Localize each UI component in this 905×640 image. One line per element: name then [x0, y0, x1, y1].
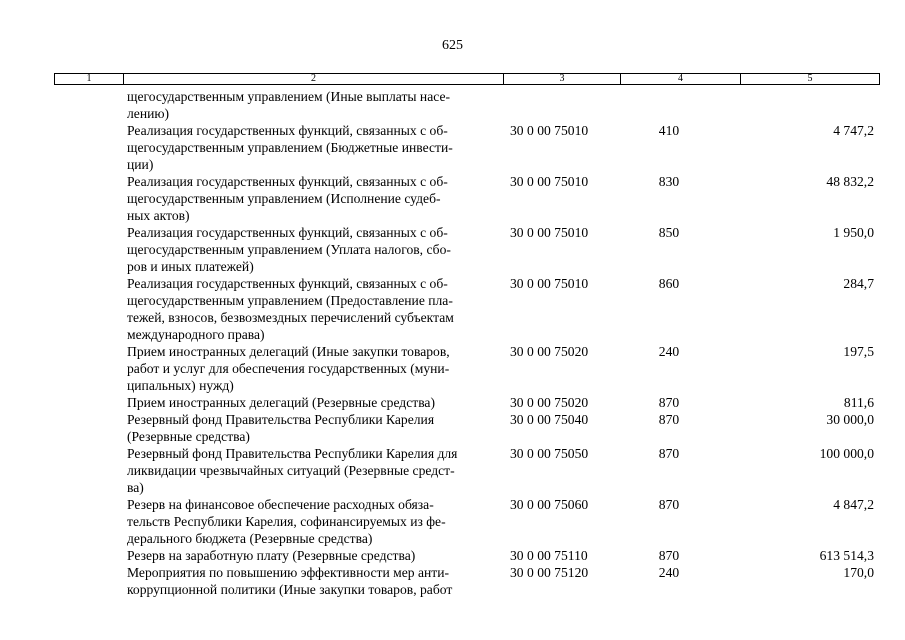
- cell-type: 410: [658, 123, 680, 138]
- cell-amount: 48 832,2: [826, 174, 874, 189]
- cell-amount: 4 747,2: [833, 123, 874, 138]
- description-line: ции): [127, 157, 154, 172]
- table-row: [54, 173, 880, 224]
- cell-amount: 4 847,2: [833, 497, 874, 512]
- cell-amount: 284,7: [843, 276, 874, 291]
- header-col-5: 5: [807, 73, 813, 84]
- table-row: [54, 88, 880, 122]
- cell-amount: 613 514,3: [819, 548, 874, 563]
- table-row: [54, 122, 880, 173]
- cell-amount: 30 000,0: [826, 412, 874, 427]
- description-line: щегосударственным управлением (Предоставление пла-: [127, 293, 453, 308]
- description-line: Реализация государственных функций, связанных с об-: [127, 225, 448, 240]
- cell-code: 30 0 00 75010: [510, 123, 589, 138]
- cell-type: 870: [658, 412, 680, 427]
- description-line: Реализация государственных функций, связанных с об-: [127, 174, 448, 189]
- cell-description: [123, 275, 503, 343]
- cell-code: 30 0 00 75010: [510, 225, 589, 240]
- description-line: Реализация государственных функций, связанных с об-: [127, 123, 448, 138]
- cell-amount: 1 950,0: [833, 225, 874, 240]
- table-row: [54, 411, 880, 445]
- header-col-4: 4: [621, 74, 741, 84]
- description-line: ных актов): [127, 208, 190, 223]
- cell-type: 860: [658, 276, 680, 291]
- description-line: Резервный фонд Правительства Республики Карелия для: [127, 446, 458, 461]
- cell-code: 30 0 00 75060: [510, 497, 589, 512]
- cell-description: [123, 224, 503, 275]
- page-number: 625: [442, 38, 463, 53]
- cell-type: 240: [658, 565, 680, 580]
- description-line: ва): [127, 480, 144, 495]
- table-body: [54, 88, 880, 598]
- description-line: щегосударственным управлением (Исполнение судеб-: [127, 191, 441, 206]
- description-line: Прием иностранных делегаций (Резервные средства): [127, 395, 435, 410]
- description-line: работ и услуг для обеспечения государственных (муни-: [127, 361, 450, 376]
- cell-code: 30 0 00 75110: [510, 548, 588, 563]
- table-row: [54, 564, 880, 598]
- description-line: тежей, взносов, безвозмездных перечислений субъектам: [127, 310, 454, 325]
- description-line: тельств Республики Карелия, софинансируемых из фе-: [127, 514, 446, 529]
- description-line: ров и иных платежей): [127, 259, 254, 274]
- cell-type: 870: [658, 446, 680, 461]
- description-line: международного права): [127, 327, 265, 342]
- table-row: [54, 547, 880, 564]
- description-line: Прием иностранных делегаций (Иные закупки товаров,: [127, 344, 450, 359]
- cell-description: [123, 173, 503, 224]
- cell-description: [123, 394, 503, 411]
- table-row: [54, 224, 880, 275]
- table-row: [54, 343, 880, 394]
- cell-description: [123, 564, 503, 598]
- cell-description: [123, 496, 503, 547]
- table-row: [54, 275, 880, 343]
- table-header: [54, 73, 880, 85]
- header-col-2: 2: [124, 74, 504, 84]
- description-line: Резервный фонд Правительства Республики Карелия: [127, 412, 435, 427]
- description-line: щегосударственным управлением (Бюджетные инвести-: [127, 140, 453, 155]
- description-line: дерального бюджета (Резервные средства): [127, 531, 373, 546]
- header-col-1: 1: [55, 74, 124, 84]
- cell-type: 870: [658, 548, 680, 563]
- cell-code: 30 0 00 75010: [510, 174, 589, 189]
- description-line: коррупционной политики (Иные закупки товаров, работ: [127, 582, 453, 597]
- table-row: [54, 445, 880, 496]
- description-line: щегосударственным управлением (Иные выплаты насе-: [127, 89, 451, 104]
- cell-type: 240: [658, 344, 680, 359]
- cell-description: [123, 445, 503, 496]
- cell-amount: 170,0: [843, 565, 874, 580]
- table-row: [54, 394, 880, 411]
- cell-code: 30 0 00 75020: [510, 395, 589, 410]
- cell-code: 30 0 00 75050: [510, 446, 589, 461]
- cell-type: 830: [658, 174, 680, 189]
- description-line: Резерв на заработную плату (Резервные средства): [127, 548, 416, 563]
- cell-amount: 100 000,0: [819, 446, 874, 461]
- description-line: ликвидации чрезвычайных ситуаций (Резервные средст-: [127, 463, 455, 478]
- description-line: Резерв на финансовое обеспечение расходных обяза-: [127, 497, 434, 512]
- cell-amount: 811,6: [843, 395, 874, 410]
- cell-description: [123, 547, 503, 564]
- cell-amount: 197,5: [843, 344, 874, 359]
- description-line: лению): [127, 106, 170, 121]
- cell-code: 30 0 00 75120: [510, 565, 589, 580]
- description-line: ципальных) нужд): [127, 378, 234, 393]
- description-line: щегосударственным управлением (Уплата налогов, сбо-: [127, 242, 451, 257]
- cell-description: [123, 343, 503, 394]
- header-col-3: 3: [504, 74, 621, 84]
- cell-code: 30 0 00 75020: [510, 344, 589, 359]
- table-row: [54, 496, 880, 547]
- cell-type: 850: [658, 225, 680, 240]
- cell-description: [123, 122, 503, 173]
- description-line: (Резервные средства): [127, 429, 250, 444]
- description-line: Реализация государственных функций, связанных с об-: [127, 276, 448, 291]
- cell-code: 30 0 00 75040: [510, 412, 589, 427]
- cell-description: [123, 411, 503, 445]
- cell-type: 870: [658, 497, 680, 512]
- cell-description: [123, 88, 503, 122]
- cell-code: 30 0 00 75010: [510, 276, 589, 291]
- cell-type: 870: [658, 395, 680, 410]
- description-line: Мероприятия по повышению эффективности мер анти-: [127, 565, 450, 580]
